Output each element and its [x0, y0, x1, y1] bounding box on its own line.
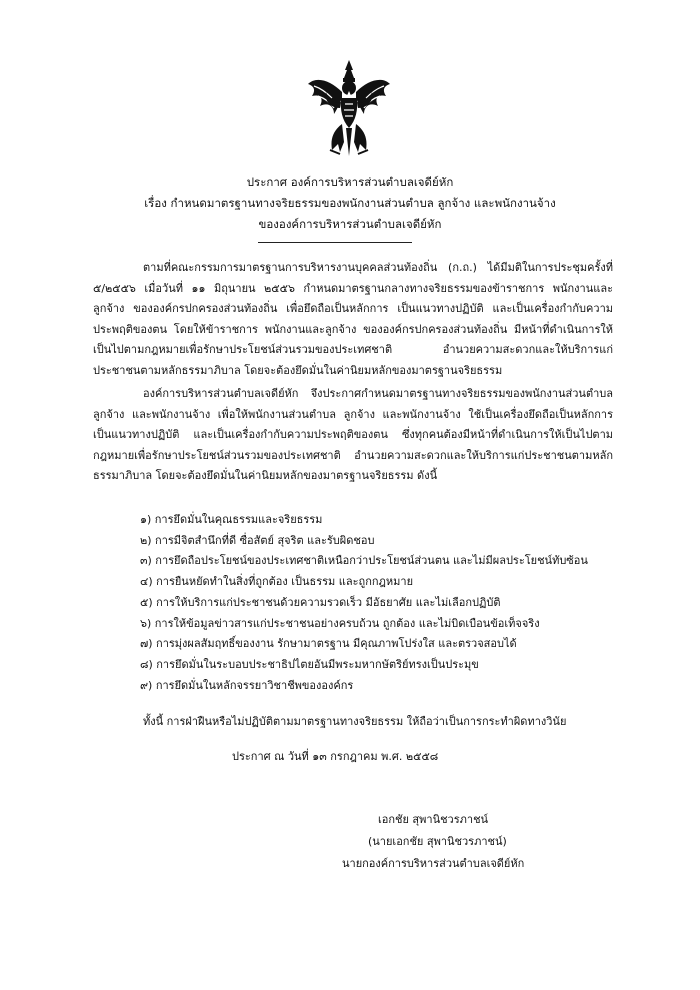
- list-item: ๔) การยืนหยัดทำในสิ่งที่ถูกต้อง เป็นธรรม และถูกกฎหมาย: [140, 575, 414, 589]
- list-item: ๓) การยึดถือประโยชน์ของประเทศชาติเหนือกว่าประโยชน์ส่วนตน และไม่มีผลประโยชน์ทับซ้อน: [140, 554, 588, 568]
- list-item: ๑) การยึดมั่นในคุณธรรมและจริยธรรม: [140, 513, 323, 526]
- intro-paragraph: ตามที่คณะกรรมการมาตรฐานการบริหารงานบุคคลส่วนท้องถิ่น (ก.ถ.) ได้มีมติในการประชุมครั้งที่ ๕/๒๕๕๖ เมื่อวันที่ ๑๑ มิถุนายน ๒๕๕๖ กำหนดมาตรฐานกลางทางจริยธรรมของข้าราชการ พนักงานและลูกจ้าง ขององค์กรปกครองส่วนท้องถิ่น เพื่อยึดถือเป็นหลักการ เป็นแนวทางปฏิบัติ และเป็นเครื่องกำกับความประพฤติของตน โดยให้ข้าราชการ พนักงานและลูกจ้าง ขององค์กรปกครองส่วนท้องถิ่น มีหน้าที่ดำเนินการให้เป็นไปตามกฎหมายเพื่อรักษาประโยชน์ส่วนรวมของประเทศชาติ อำนวยความสะดวกและให้บริการแก่ประชาชนตามหลักธรรมาภิบาล โดยจะต้องยึดมั่นในค่านิยมหลักของมาตรฐานจริยธรรม: [93, 261, 613, 377]
- declaration-paragraph: องค์การบริหารส่วนตำบลเจดีย์หัก จึงประกาศกำหนดมาตรฐานทางจริยธรรมของพนักงานส่วนตำบล ลูกจ้าง และพนักงานจ้าง เพื่อให้พนักงานส่วนตำบล ลูกจ้าง และพนักงานจ้าง ใช้เป็นเครื่องยึดถือเป็นหลักการ เป็นแนวทางปฏิบัติ และเป็นเครื่องกำกับความประพฤติของตน ซึ่งทุกคนต้องมีหน้าที่ดำเนินการให้เป็นไปตามกฎหมายเพื่อรักษาประโยชน์ส่วนรวมของประเทศชาติ อำนวยความสะดวกและให้บริการแก่ประชาชนตามหลักธรรมาภิบาล โดยจะต้องยึดมั่นในค่านิยมหลักของมาตรฐานจริยธรรม ดังนี้: [93, 387, 613, 483]
- signer-position: นายกองค์การบริหารส่วนตำบลเจดีย์หัก: [342, 857, 525, 870]
- announcement-title: ประกาศ องค์การบริหารส่วนตำบลเจดีย์หัก: [246, 175, 454, 189]
- announcement-subject-line2: ขององค์การบริหารส่วนตำบลเจดีย์หัก: [258, 217, 442, 231]
- ethics-standards-list: [140, 510, 620, 696]
- signature-name: เอกชัย สุพานิชวรภาชน์: [378, 813, 489, 826]
- list-item: ๗) การมุ่งผลสัมฤทธิ์ของงาน รักษามาตรฐาน มีคุณภาพโปร่งใส และตรวจสอบได้: [140, 637, 517, 651]
- list-item: ๘) การยึดมั่นในระบอบประชาธิปไตยอันมีพระมหากษัตริย์ทรงเป็นประมุข: [140, 657, 479, 671]
- list-item: ๒) การมีจิตสำนึกที่ดี ซื่อสัตย์ สุจริต และรับผิดชอบ: [140, 533, 375, 547]
- title-divider: [258, 242, 412, 243]
- list-item: ๙) การยึดมั่นในหลักจรรยาวิชาชีพขององค์กร: [140, 678, 354, 692]
- list-item: ๖) การให้ข้อมูลข่าวสารแก่ประชาชนอย่างครบถ้วน ถูกต้อง และไม่บิดเบือนข้อเท็จจริง: [140, 616, 540, 630]
- printed-name: (นายเอกชัย สุพานิชวรภาชน์): [368, 835, 507, 848]
- announcement-subject: เรื่อง กำหนดมาตรฐานทางจริยธรรมของพนักงานส่วนตำบล ลูกจ้าง และพนักงานจ้าง: [144, 196, 556, 210]
- garuda-emblem-icon: [304, 58, 394, 158]
- list-item: ๕) การให้บริการแก่ประชาชนด้วยความรวดเร็ว มีอัธยาศัย และไม่เลือกปฏิบัติ: [140, 595, 501, 609]
- announcement-date: ประกาศ ณ วันที่ ๑๓ กรกฎาคม พ.ศ. ๒๕๕๘: [232, 750, 439, 763]
- closing-statement: ทั้งนี้ การฝ่าฝืนหรือไม่ปฏิบัติตามมาตรฐานทางจริยธรรม ให้ถือว่าเป็นการกระทำผิดทางวินัย: [143, 715, 567, 728]
